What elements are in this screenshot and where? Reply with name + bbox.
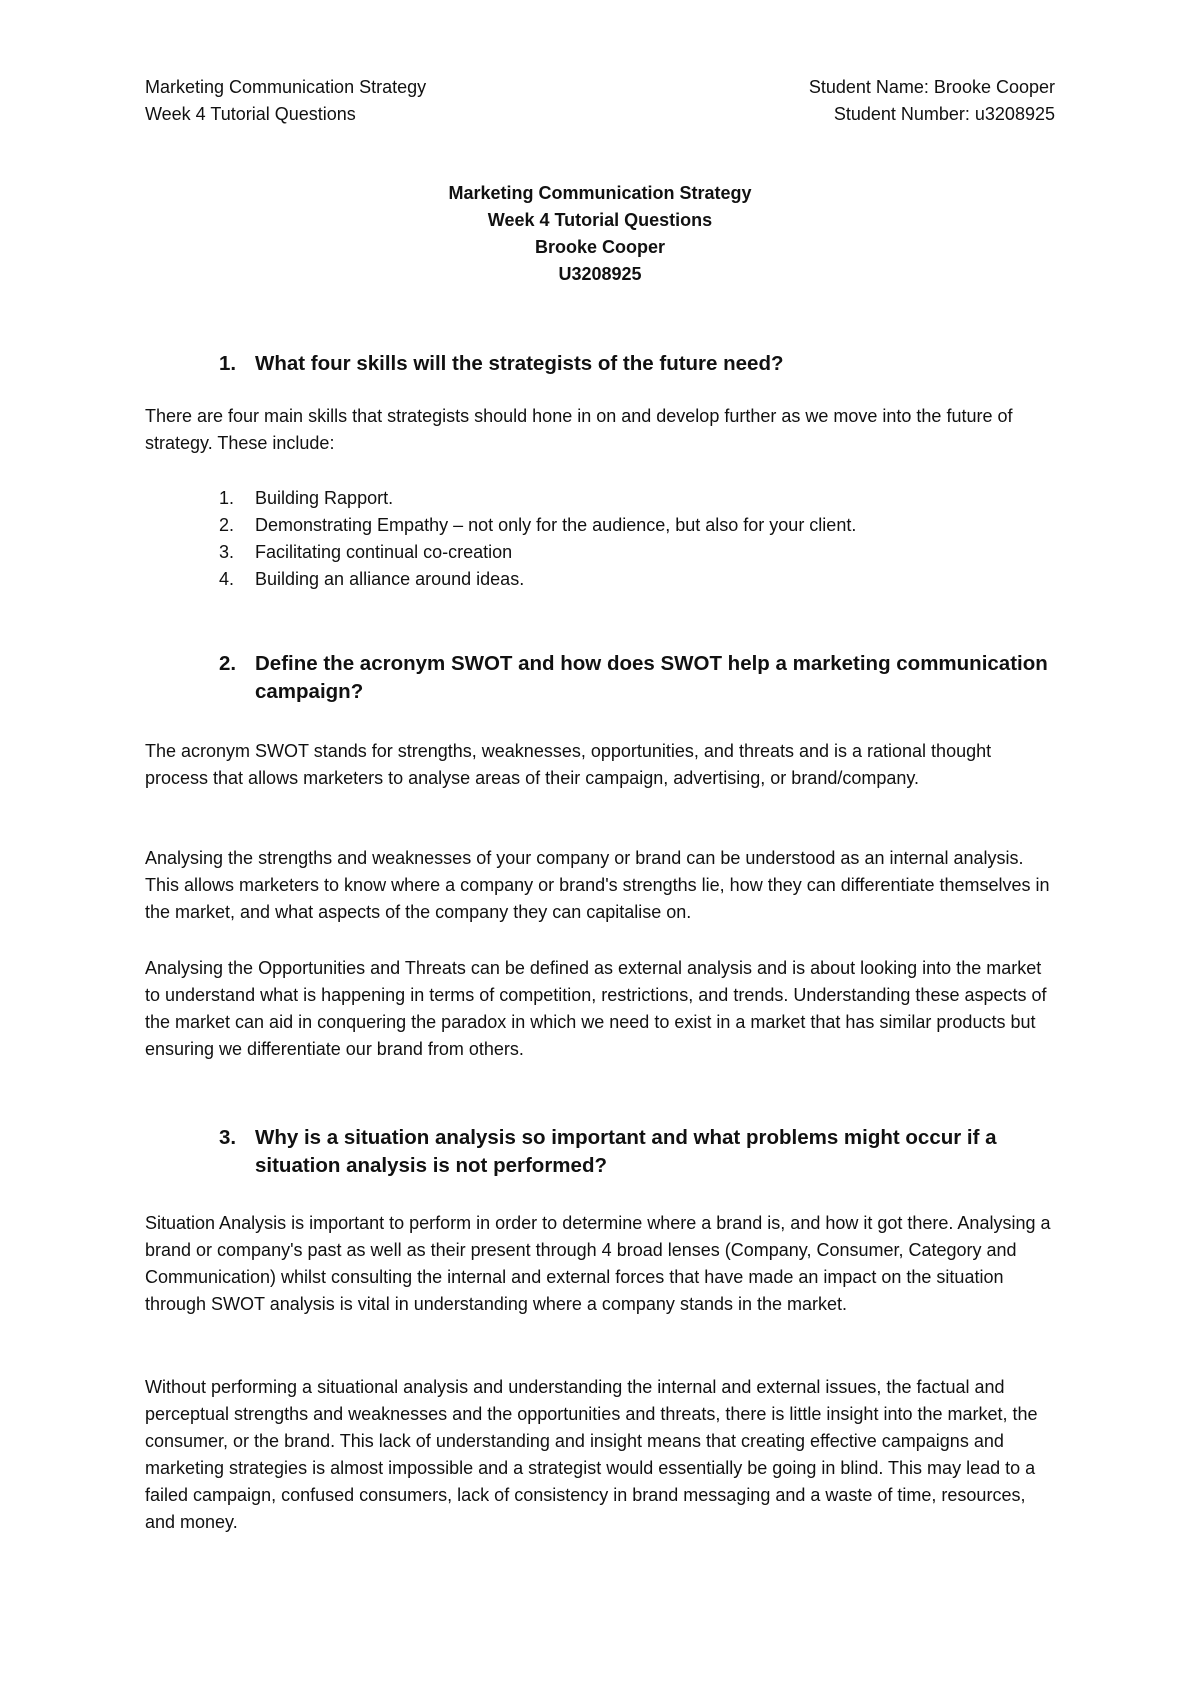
question-1-answer: [145, 403, 1055, 457]
question-text: Why is a situation analysis so important and what problems might occur if a situation analysis is not performed?: [255, 1126, 997, 1177]
list-item-text: Demonstrating Empathy – not only for the audience, but also for your client.: [255, 515, 857, 535]
list-item: [145, 566, 1055, 593]
title-block: [0, 180, 1200, 288]
list-item-number: 3.: [219, 542, 235, 562]
title-student-id: U3208925: [558, 264, 642, 284]
header-right: [809, 74, 1055, 128]
list-item-text: Building Rapport.: [255, 488, 394, 508]
header-week: Week 4 Tutorial Questions: [145, 104, 356, 124]
answer-paragraph: Situation Analysis is important to perform in order to determine where a brand is, and how it got there. Analysing a brand or company's past as well as their present through 4 broad lenses (Company, Consumer, Category and Communication) whilst consulting the internal and external forces that have made an impact on the situation through SWOT analysis is vital in understanding where a company stands in the market.: [145, 1213, 1051, 1314]
list-item-text: Facilitating continual co-creation: [255, 542, 513, 562]
list-item: [145, 512, 1055, 539]
question-2-answer-2: [145, 845, 1055, 926]
question-3-answer-2: [145, 1374, 1055, 1536]
list-item-number: 2.: [219, 515, 235, 535]
question-1-heading: [145, 350, 1055, 378]
list-item: [145, 539, 1055, 566]
answer-paragraph: The acronym SWOT stands for strengths, weaknesses, opportunities, and threats and is a rational thought process that allows marketers to analyse areas of their campaign, advertising, or brand/company.: [145, 741, 992, 788]
title-author: Brooke Cooper: [534, 237, 666, 257]
header-student-name: Student Name: Brooke Cooper: [808, 77, 1055, 97]
list-item-number: 1.: [219, 488, 235, 508]
skills-list: [145, 485, 1055, 593]
question-text: What four skills will the strategists of the future need?: [255, 352, 784, 375]
question-3-heading: [145, 1124, 1055, 1180]
list-item-number: 4.: [219, 569, 235, 589]
header-course: Marketing Communication Strategy: [145, 77, 427, 97]
answer-paragraph: There are four main skills that strategists should hone in on and develop further as we move into the future of strategy. These include:: [145, 406, 1013, 453]
list-item-text: Building an alliance around ideas.: [255, 569, 525, 589]
question-number: 1.: [219, 352, 237, 375]
question-2-answer-3: [145, 955, 1055, 1063]
question-2-answer-1: [145, 738, 1055, 792]
question-2-heading: [145, 650, 1055, 706]
answer-paragraph: Analysing the strengths and weaknesses of your company or brand can be understood as an internal analysis. This allows marketers to know where a company or brand's strengths lie, how they can differentiate themselves in the market, and what aspects of the company they can capitalise on.: [145, 848, 1050, 922]
title-course: Marketing Communication Strategy: [448, 183, 752, 203]
answer-paragraph: Without performing a situational analysis and understanding the internal and external issues, the factual and perceptual strengths and weaknesses and the opportunities and threats, there is little insight into the market, the consumer, or the brand. This lack of understanding and insight means that creating effective campaigns and marketing strategies is almost impossible and a strategist would essentially be going in blind. This may lead to a failed campaign, confused consumers, lack of consistency in brand messaging and a waste of time, resources, and money.: [145, 1377, 1038, 1532]
question-number: 2.: [219, 652, 237, 675]
header-left: [145, 74, 426, 128]
title-week: Week 4 Tutorial Questions: [487, 210, 713, 230]
question-3-answer-1: [145, 1210, 1055, 1318]
list-item: [145, 485, 1055, 512]
answer-paragraph: Analysing the Opportunities and Threats can be defined as external analysis and is about looking into the market to understand what is happening in terms of competition, restrictions, and trends. Understanding these aspects of the market can aid in conquering the paradox in which we need to exist in a market that has similar products but ensuring we differentiate our brand from others.: [145, 958, 1047, 1059]
header-student-number: Student Number: u3208925: [833, 104, 1055, 124]
question-text: Define the acronym SWOT and how does SWOT help a marketing communication campaign?: [255, 652, 1048, 703]
question-number: 3.: [219, 1126, 237, 1149]
